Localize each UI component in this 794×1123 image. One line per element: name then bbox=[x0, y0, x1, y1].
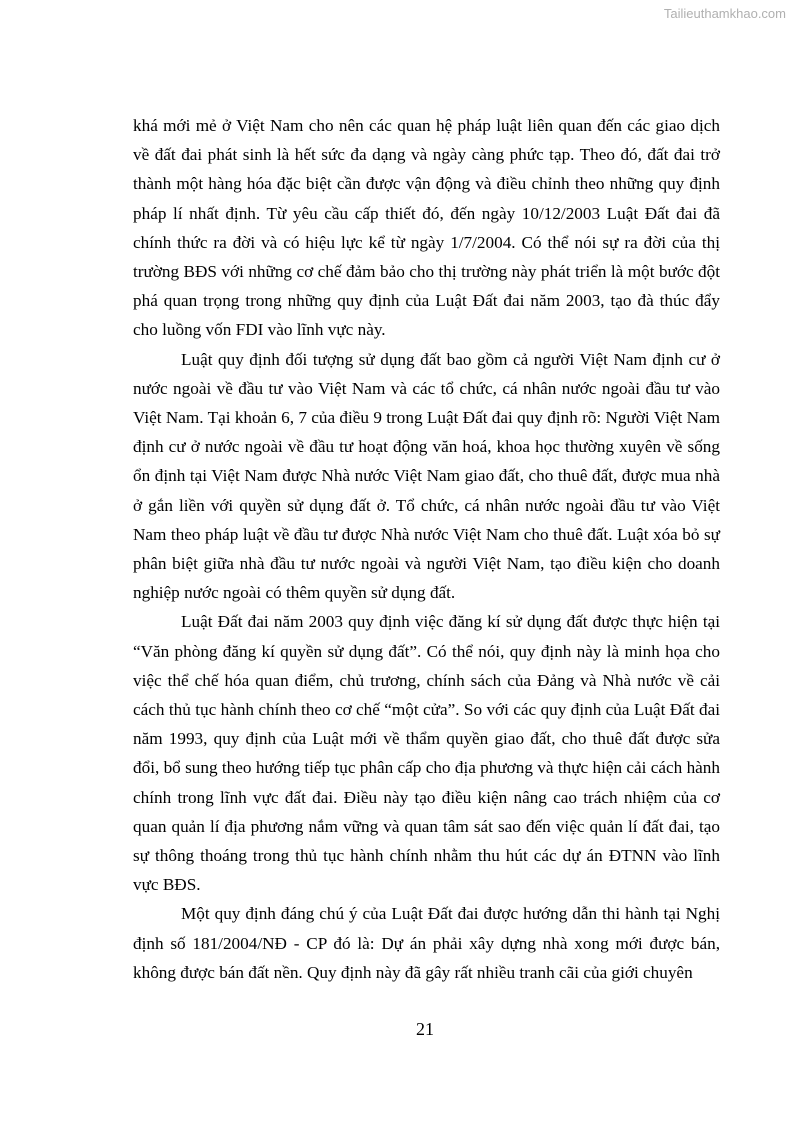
paragraph-1: khá mới mẻ ở Việt Nam cho nên các quan hệ pháp luật liên quan đến các giao dịch về đất đai phát sinh là hết sức đa dạng và ngày càng phức tạp. Theo đó, đất đai trở thành một hàng hóa đặc biệt cần được vận động và điều chỉnh theo những quy định pháp lí nhất định. Từ yêu cầu cấp thiết đó, đến ngày 10/12/2003 Luật Đất đai đã chính thức ra đời và có hiệu lực kể từ ngày 1/7/2004. Có thể nói sự ra đời của thị trường BĐS với những cơ chế đảm bảo cho thị trường này phát triển là một bước đột phá quan trọng trong những quy định của Luật Đất đai năm 2003, tạo đà thúc đẩy cho luồng vốn FDI vào lĩnh vực này. bbox=[133, 116, 720, 340]
page-number: 21 bbox=[416, 1019, 434, 1039]
document-body bbox=[133, 111, 720, 987]
paragraph-3: Luật Đất đai năm 2003 quy định việc đăng kí sử dụng đất được thực hiện tại “Văn phòng đăng kí quyền sử dụng đất”. Có thể nói, quy định này là minh họa cho việc thể chế hóa quan điểm, chủ trương, chính sách của Đảng và Nhà nước về cải cách thủ tục hành chính theo cơ chế “một cửa”. So với các quy định của Luật Đất đai năm 1993, quy định của Luật mới về thẩm quyền giao đất, cho thuê đất được sửa đổi, bổ sung theo hướng tiếp tục phân cấp cho địa phương và thực hiện cải cách hành chính trong lĩnh vực đất đai. Điều này tạo điều kiện nâng cao trách nhiệm của cơ quan quản lí địa phương nắm vững và quan tâm sát sao đến việc quản lí đất đai, tạo sự thông thoáng trong thủ tục hành chính nhằm thu hút các dự án ĐTNN vào lĩnh vực BĐS. bbox=[133, 612, 720, 895]
paragraph-2: Luật quy định đối tượng sử dụng đất bao gồm cả người Việt Nam định cư ở nước ngoài về đầu tư vào Việt Nam và các tổ chức, cá nhân nước ngoài đầu tư vào Việt Nam. Tại khoản 6, 7 của điều 9 trong Luật Đất đai quy định rõ: Người Việt Nam định cư ở nước ngoài về đầu tư hoạt động văn hoá, khoa học thường xuyên về sống ổn định tại Việt Nam được Nhà nước Việt Nam giao đất, cho thuê đất, được mua nhà ở gắn liền với quyền sử dụng đất ở. Tổ chức, cá nhân nước ngoài đầu tư vào Việt Nam theo pháp luật về đầu tư được Nhà nước Việt Nam cho thuê đất. Luật xóa bỏ sự phân biệt giữa nhà đầu tư nước ngoài và người Việt Nam, tạo điều kiện cho doanh nghiệp nước ngoài có thêm quyền sử dụng đất. bbox=[133, 349, 720, 603]
paragraph-4: Một quy định đáng chú ý của Luật Đất đai được hướng dẫn thi hành tại Nghị định số 181/2004/NĐ - CP đó là: Dự án phải xây dựng nhà xong mới được bán, không được bán đất nền. Quy định này đã gây rất nhiều tranh cãi của giới chuyên bbox=[133, 904, 720, 982]
watermark: Tailieuthamkhao.com bbox=[663, 6, 786, 21]
